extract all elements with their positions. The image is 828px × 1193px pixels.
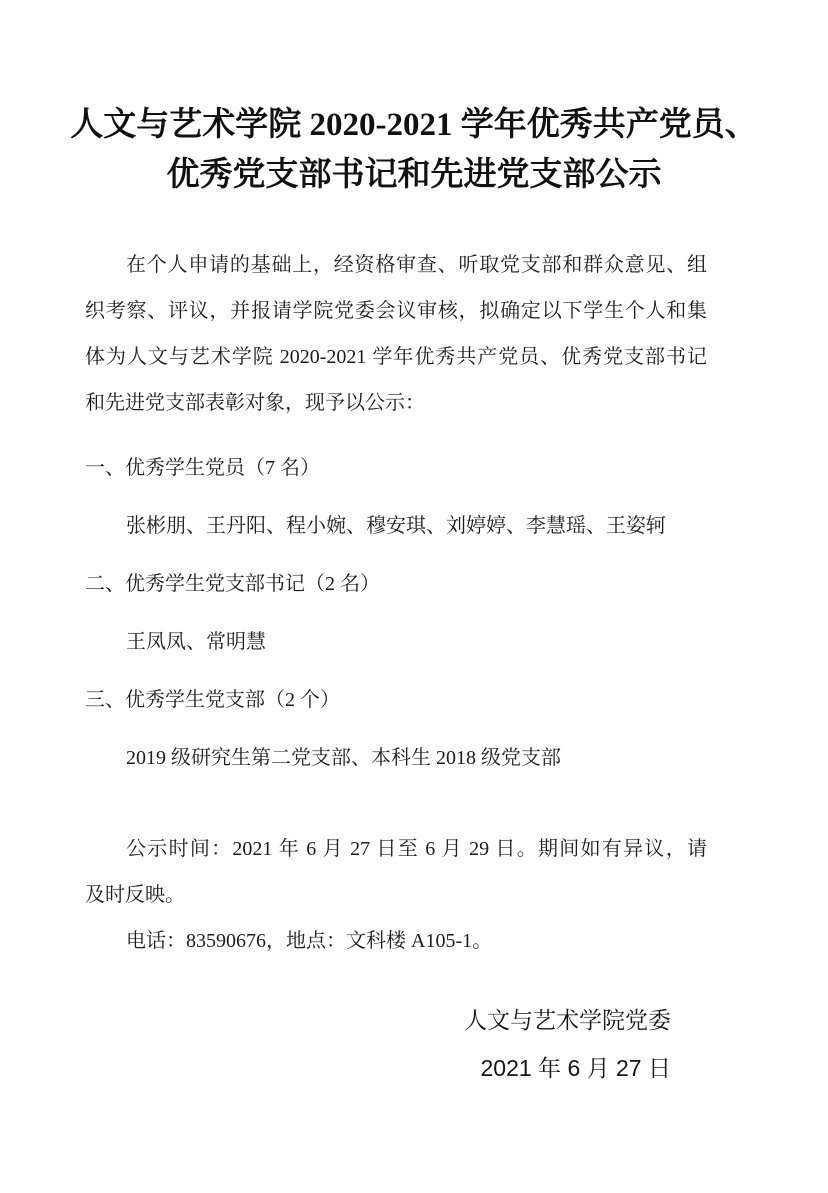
intro-line-1: 在个人申请的基础上，经资格审查、听取党支部和群众意见、组 bbox=[126, 254, 707, 276]
intro-line-2: 织考察、评议，并报请学院党委会议审核，拟确定以下学生个人和集 bbox=[85, 300, 707, 322]
title-line-1: 人文与艺术学院 2020-2021 学年优秀共产党员、 bbox=[70, 107, 758, 143]
document-title bbox=[0, 100, 828, 200]
intro-line-3: 体为人文与艺术学院 2020-2021 学年优秀共产党员、优秀党支部书记 bbox=[85, 346, 707, 368]
section-3-heading: 三、优秀学生党支部（2 个） bbox=[85, 689, 340, 711]
award-list bbox=[85, 445, 707, 781]
signature-date: 2021 年 6 月 27 日 bbox=[480, 1055, 671, 1081]
section-1-heading: 一、优秀学生党员（7 名） bbox=[85, 457, 320, 479]
document-body bbox=[85, 242, 707, 1092]
section-2-heading: 二、优秀学生党支部书记（2 名） bbox=[85, 573, 380, 595]
contact-line: 电话：83590676，地点：文科楼 A105-1。 bbox=[126, 930, 493, 952]
signature-org: 人文与艺术学院党委 bbox=[464, 1007, 671, 1033]
notice-line-2: 及时反映。 bbox=[85, 884, 185, 906]
intro-paragraph bbox=[85, 242, 707, 426]
section-2-names: 王凤凤、常明慧 bbox=[126, 631, 266, 653]
notice-line-1: 公示时间：2021 年 6 月 27 日至 6 月 29 日。期间如有异议，请 bbox=[126, 838, 707, 860]
section-3-names: 2019 级研究生第二党支部、本科生 2018 级党支部 bbox=[126, 747, 561, 769]
signature-block bbox=[85, 996, 707, 1092]
notice-paragraph bbox=[85, 826, 707, 964]
title-line-2: 优秀党支部书记和先进党支部公示 bbox=[166, 157, 662, 193]
section-1-names: 张彬朋、王丹阳、程小婉、穆安琪、刘婷婷、李慧瑶、王姿轲 bbox=[126, 515, 666, 537]
intro-line-4: 和先进党支部表彰对象，现予以公示： bbox=[85, 392, 425, 414]
